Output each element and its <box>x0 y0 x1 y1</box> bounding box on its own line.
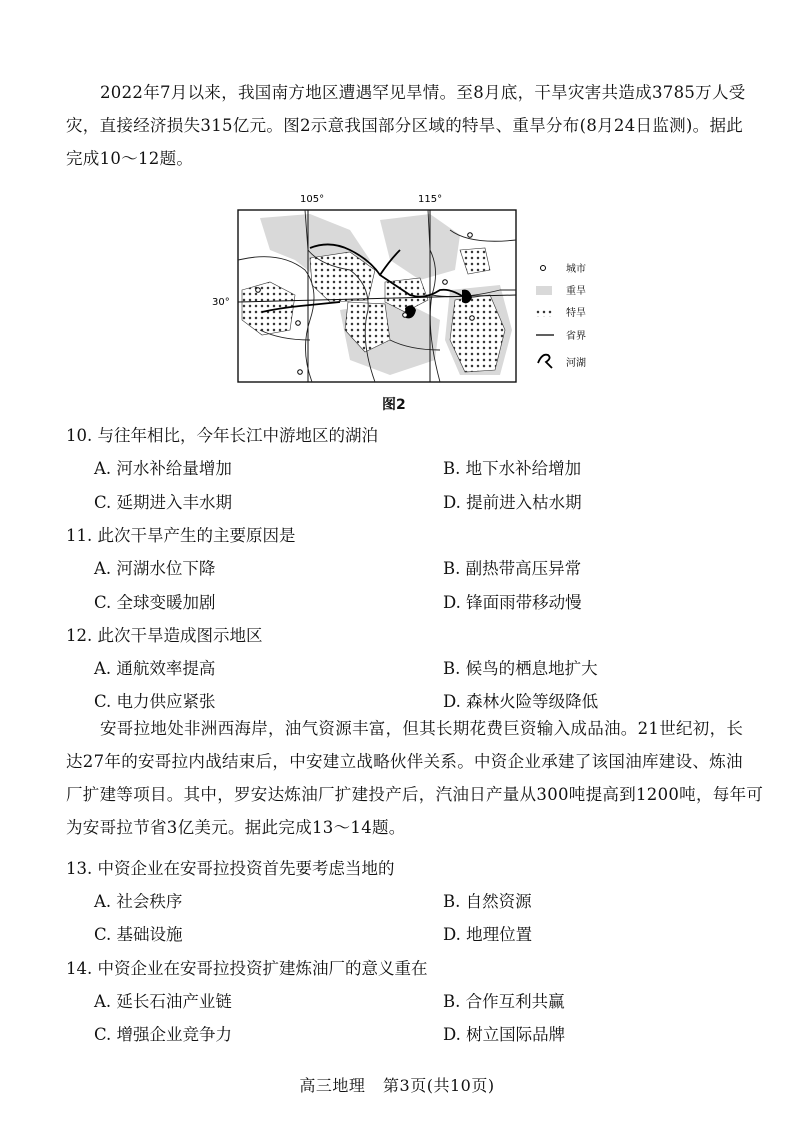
question-11-option-d: D. 锋面雨带移动慢 <box>443 593 582 612</box>
question-11-option-a: A. 河湖水位下降 <box>94 559 216 578</box>
legend-label-city: 城市 <box>566 264 586 275</box>
river-lake-icon <box>538 355 552 368</box>
footer-page-number: 第3页(共10页) <box>383 1076 495 1095</box>
legend-label-severe: 重旱 <box>566 286 586 297</box>
figure-caption: 图2 <box>382 397 406 413</box>
legend-label-extreme: 特旱 <box>566 308 586 319</box>
map-legend <box>536 262 586 369</box>
page-footer <box>0 1073 794 1096</box>
question-13-option-d: D. 地理位置 <box>443 925 533 944</box>
intro-line: 厂扩建等项目。其中，罗安达炼油厂扩建投产后，汽油日产量从300吨提高到1200吨，每年可 <box>66 785 764 804</box>
question-10-option-b: B. 地下水补给增加 <box>443 459 582 478</box>
question-13-option-b: B. 自然资源 <box>443 892 532 911</box>
intro-line: 灾，直接经济损失315亿元。图2示意我国部分区域的特旱、重旱分布(8月24日监测)。据此 <box>66 116 744 135</box>
intro-line: 为安哥拉节省3亿美元。据此完成13～14题。 <box>66 818 406 837</box>
lon-label-115: 115° <box>418 194 443 205</box>
question-12-option-b: B. 候鸟的栖息地扩大 <box>443 659 598 678</box>
question-14-option-c: C. 增强企业竞争力 <box>94 1025 233 1044</box>
question-14-option-d: D. 树立国际品牌 <box>443 1025 566 1044</box>
lon-label-105: 105° <box>300 194 325 205</box>
question-12-stem: 12. 此次干旱造成图示地区 <box>66 626 263 645</box>
lat-label-30: 30° <box>212 297 230 308</box>
question-11-option-c: C. 全球变暖加剧 <box>94 593 216 612</box>
intro-line: 安哥拉地处非洲西海岸，油气资源丰富，但其长期花费巨资输入成品油。21世纪初，长 <box>100 719 744 738</box>
legend-label-border: 省界 <box>566 331 586 342</box>
question-10-stem: 10. 与往年相比，今年长江中游地区的湖泊 <box>66 426 378 445</box>
question-12-option-a: A. 通航效率提高 <box>94 659 216 678</box>
intro-paragraph-2 <box>66 712 764 844</box>
question-12-option-c: C. 电力供应紧张 <box>94 692 216 711</box>
question-14-stem: 14. 中资企业在安哥拉投资扩建炼油厂的意义重在 <box>66 959 428 978</box>
intro-paragraph-1 <box>66 76 746 175</box>
question-11-option-b: B. 副热带高压异常 <box>443 559 582 578</box>
extreme-drought-swatch <box>536 308 552 317</box>
question-13-stem: 13. 中资企业在安哥拉投资首先要考虑当地的 <box>66 859 395 878</box>
question-14-option-b: B. 合作互利共赢 <box>443 992 565 1011</box>
footer-subject: 高三地理 <box>299 1076 366 1095</box>
question-13-option-a: A. 社会秩序 <box>94 892 183 911</box>
question-13-option-c: C. 基础设施 <box>94 925 183 944</box>
severe-drought-swatch <box>536 286 552 295</box>
intro-line: 达27年的安哥拉内战结束后，中安建立战略伙伴关系。中资企业承建了该国油库建设、炼油 <box>66 752 743 771</box>
question-11-stem: 11. 此次干旱产生的主要原因是 <box>66 526 296 545</box>
question-10-option-d: D. 提前进入枯水期 <box>443 493 582 512</box>
drought-map-figure <box>200 190 620 420</box>
drought-map <box>200 190 620 420</box>
question-14-option-a: A. 延长石油产业链 <box>94 992 232 1011</box>
question-12-option-d: D. 森林火险等级降低 <box>443 692 599 711</box>
question-10-option-c: C. 延期进入丰水期 <box>94 493 233 512</box>
legend-label-river: 河湖 <box>566 358 586 369</box>
intro-line: 完成10～12题。 <box>66 149 194 168</box>
intro-line: 2022年7月以来，我国南方地区遭遇罕见旱情。至8月底，干旱灾害共造成3785万人受 <box>100 83 746 102</box>
question-10-option-a: A. 河水补给量增加 <box>94 459 232 478</box>
city-circle-icon <box>541 266 546 271</box>
